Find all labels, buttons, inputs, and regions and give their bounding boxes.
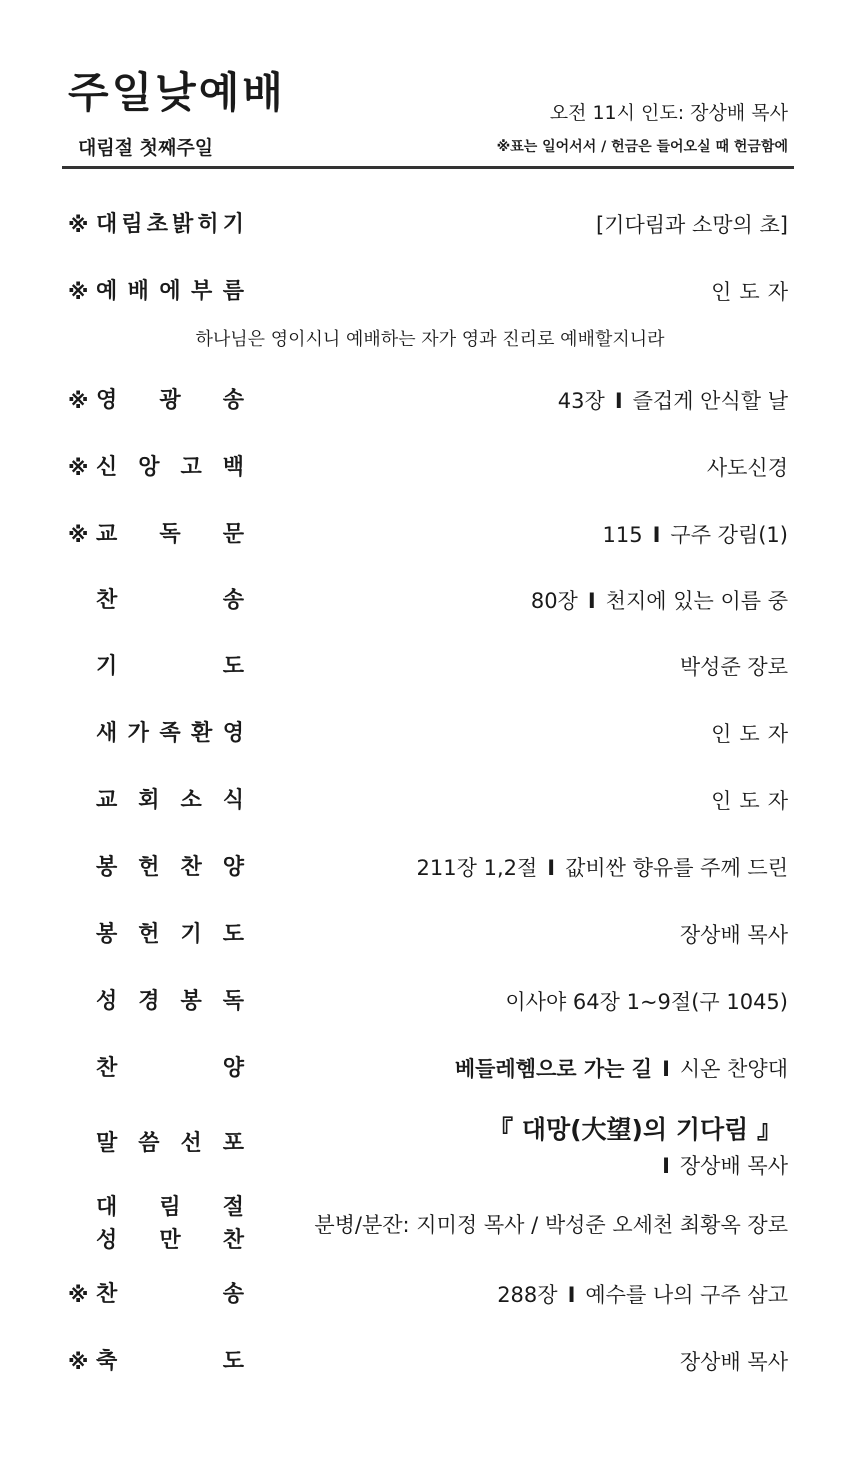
item-value: 장상배 목사 [679,1350,788,1374]
stand-mark: ※ [68,280,89,304]
order-item-benediction [0,1342,860,1382]
item-value: 인도자 [711,722,796,746]
item-label: 교 독 문 [96,522,244,547]
order-item-closing-hymn [0,1275,860,1315]
item-value: 211장 1,2절 I 값비싼 향유를 주께 드린 [416,856,788,880]
item-label: 영 광 송 [96,388,244,413]
item-label: 예 배 에 부 름 [96,279,244,304]
item-value: 장상배 목사 [679,923,788,947]
order-item-offertory-prayer [0,915,860,955]
item-label: 찬 양 [96,1056,244,1081]
stand-mark: ※ [68,456,89,480]
order-item-hymn [0,581,860,621]
item-label: 새 가 족 환 영 [96,721,244,746]
order-item-responsive-reading [0,515,860,555]
order-item-creed [0,448,860,488]
stand-mark: ※ [68,1283,89,1307]
item-label: 찬 송 [96,588,244,613]
order-item-doxology [0,381,860,421]
item-value: 분병/분잔: 지미정 목사 / 박성준 오세천 최황옥 장로 [314,1213,788,1237]
item-label: 봉 헌 기 도 [96,922,244,947]
item-label: 말 씀 선 포 [96,1131,244,1156]
item-value: [기다림과 소망의 초] [595,213,788,237]
item-value: 이사야 64장 1~9절(구 1045) [505,990,788,1014]
order-item-scripture-reading [0,982,860,1022]
sermon-title: 『 대망(大望)의 기다림 』 [488,1115,782,1144]
item-label: 찬 송 [96,1282,244,1307]
item-value: 인도자 [711,280,796,304]
page-title: 주일낮예배 [68,68,286,117]
call-to-worship-verse: 하나님은 영이시니 예배하는 자가 영과 진리로 예배할지니라 [195,329,665,350]
order-item-call-to-worship [0,272,860,312]
stand-mark: ※ [68,523,89,547]
stand-mark: ※ [68,1350,89,1374]
order-item-newcomer-welcome [0,714,860,754]
item-value: 박성준 장로 [679,655,788,679]
service-time-leader: 오전 11시 인도: 장상배 목사 [549,102,788,124]
stand-mark: ※ [68,389,89,413]
order-item-choir-anthem [0,1049,860,1089]
item-value: 베들레헴으로 가는 길 I 시온 찬양대 [454,1057,788,1081]
item-label-line1: 대 림 절 [96,1195,244,1220]
stand-mark: ※ [68,213,89,237]
order-item-advent-candle [0,205,860,245]
item-label: 대 림 초 밝 히 기 [96,212,244,237]
item-value: 115 I 구주 강림(1) [602,523,788,547]
item-value: 43장 I 즐겁게 안식할 날 [557,389,788,413]
standing-notice: ※표는 일어서서 / 헌금은 들어오실 때 헌금함에 [496,139,788,155]
item-value: 288장 I 예수를 나의 구주 삼고 [497,1283,788,1307]
item-label: 성 경 봉 독 [96,989,244,1014]
item-label: 교 회 소 식 [96,788,244,813]
item-value: 80장 I 천지에 있는 이름 중 [530,589,788,613]
item-label: 기 도 [96,654,244,679]
order-item-offertory-song [0,848,860,888]
header-divider [62,166,794,169]
order-item-communion [0,1205,860,1245]
sermon-preacher: I 장상배 목사 [662,1154,788,1178]
item-value: 사도신경 [706,456,788,480]
item-label: 신 앙 고 백 [96,455,244,480]
order-item-church-news [0,781,860,821]
order-item-prayer [0,647,860,687]
item-label: 축 도 [96,1349,244,1374]
item-label-line2: 성 만 찬 [96,1228,244,1253]
item-value: 인도자 [711,789,796,813]
item-label: 봉 헌 찬 양 [96,855,244,880]
page-subtitle: 대림절 첫째주일 [78,137,214,159]
